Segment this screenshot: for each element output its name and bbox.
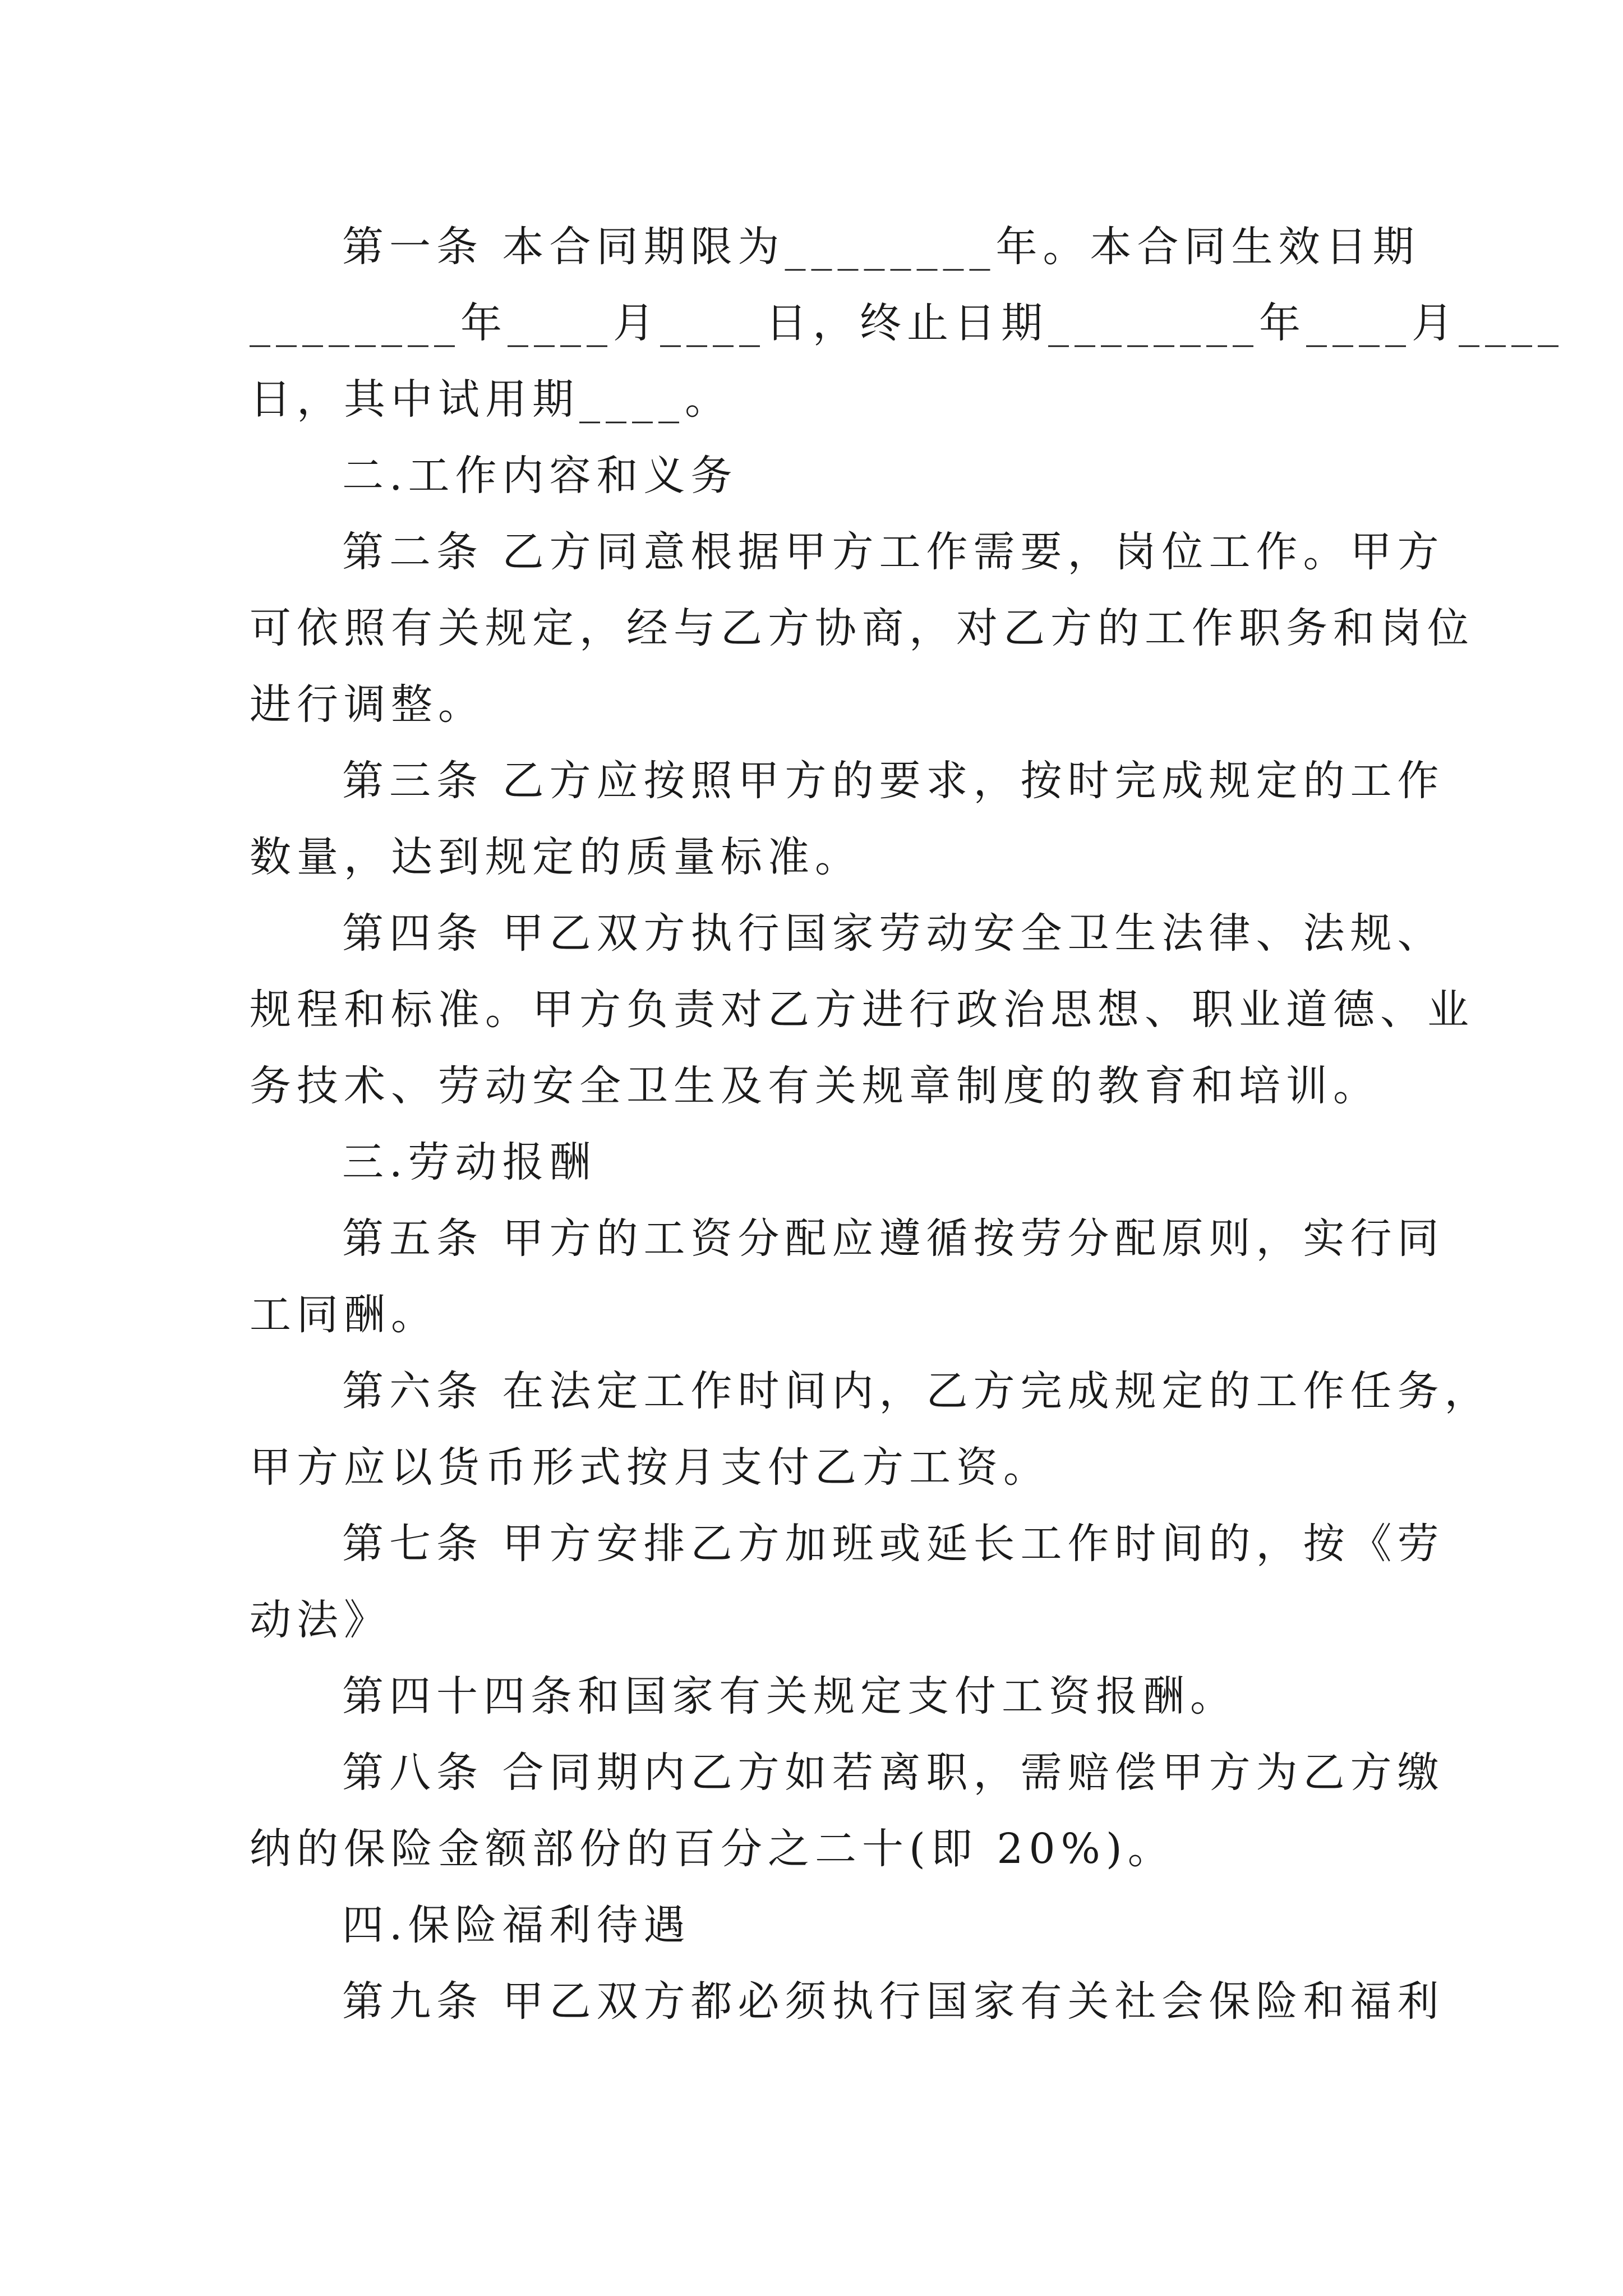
text-line-2: ________年____月____日，终止日期________年____月____ — [250, 299, 1564, 347]
text-line-8: 第三条 乙方应按照甲方的要求，按时完成规定的工作 — [342, 757, 1445, 805]
text-line-17: 甲方应以货币形式按月支付乙方工资。 — [250, 1443, 1050, 1492]
text-line-21: 第八条 合同期内乙方如若离职，需赔偿甲方为乙方缴 — [342, 1749, 1445, 1797]
text-line-18: 第七条 甲方安排乙方加班或延长工作时间的，按《劳 — [342, 1520, 1445, 1568]
text-line-14: 第五条 甲方的工资分配应遵循按劳分配原则，实行同 — [342, 1214, 1445, 1263]
section-heading-3: 三.劳动报酬 — [342, 1138, 597, 1186]
text-line-20: 第四十四条和国家有关规定支付工资报酬。 — [342, 1672, 1237, 1720]
text-line-19: 动法》 — [250, 1596, 391, 1644]
text-line-6: 可依照有关规定，经与乙方协商，对乙方的工作职务和岗位 — [250, 604, 1474, 652]
section-heading-4: 四.保险福利待遇 — [342, 1901, 691, 1949]
text-line-24: 第九条 甲乙双方都必须执行国家有关社会保险和福利 — [342, 1977, 1445, 2026]
text-line-11: 规程和标准。甲方负责对乙方进行政治思想、职业道德、业 — [250, 986, 1474, 1034]
text-line-3: 日，其中试用期____。 — [250, 375, 732, 424]
section-heading-2: 二.工作内容和义务 — [342, 452, 738, 500]
text-line-10: 第四条 甲乙双方执行国家劳动安全卫生法律、法规、 — [342, 909, 1445, 958]
text-line-16: 第六条 在法定工作时间内，乙方完成规定的工作任务， — [342, 1367, 1492, 1415]
text-line-9: 数量，达到规定的质量标准。 — [250, 833, 862, 881]
text-line-1: 第一条 本合同期限为________年。本合同生效日期 — [342, 223, 1420, 271]
text-line-7: 进行调整。 — [250, 680, 485, 729]
text-line-15: 工同酬。 — [250, 1291, 438, 1339]
text-line-12: 务技术、劳动安全卫生及有关规章制度的教育和培训。 — [250, 1062, 1380, 1110]
text-line-5: 第二条 乙方同意根据甲方工作需要，岗位工作。甲方 — [342, 528, 1445, 576]
text-line-22: 纳的保险金额部份的百分之二十(即 20%)。 — [250, 1825, 1175, 1873]
